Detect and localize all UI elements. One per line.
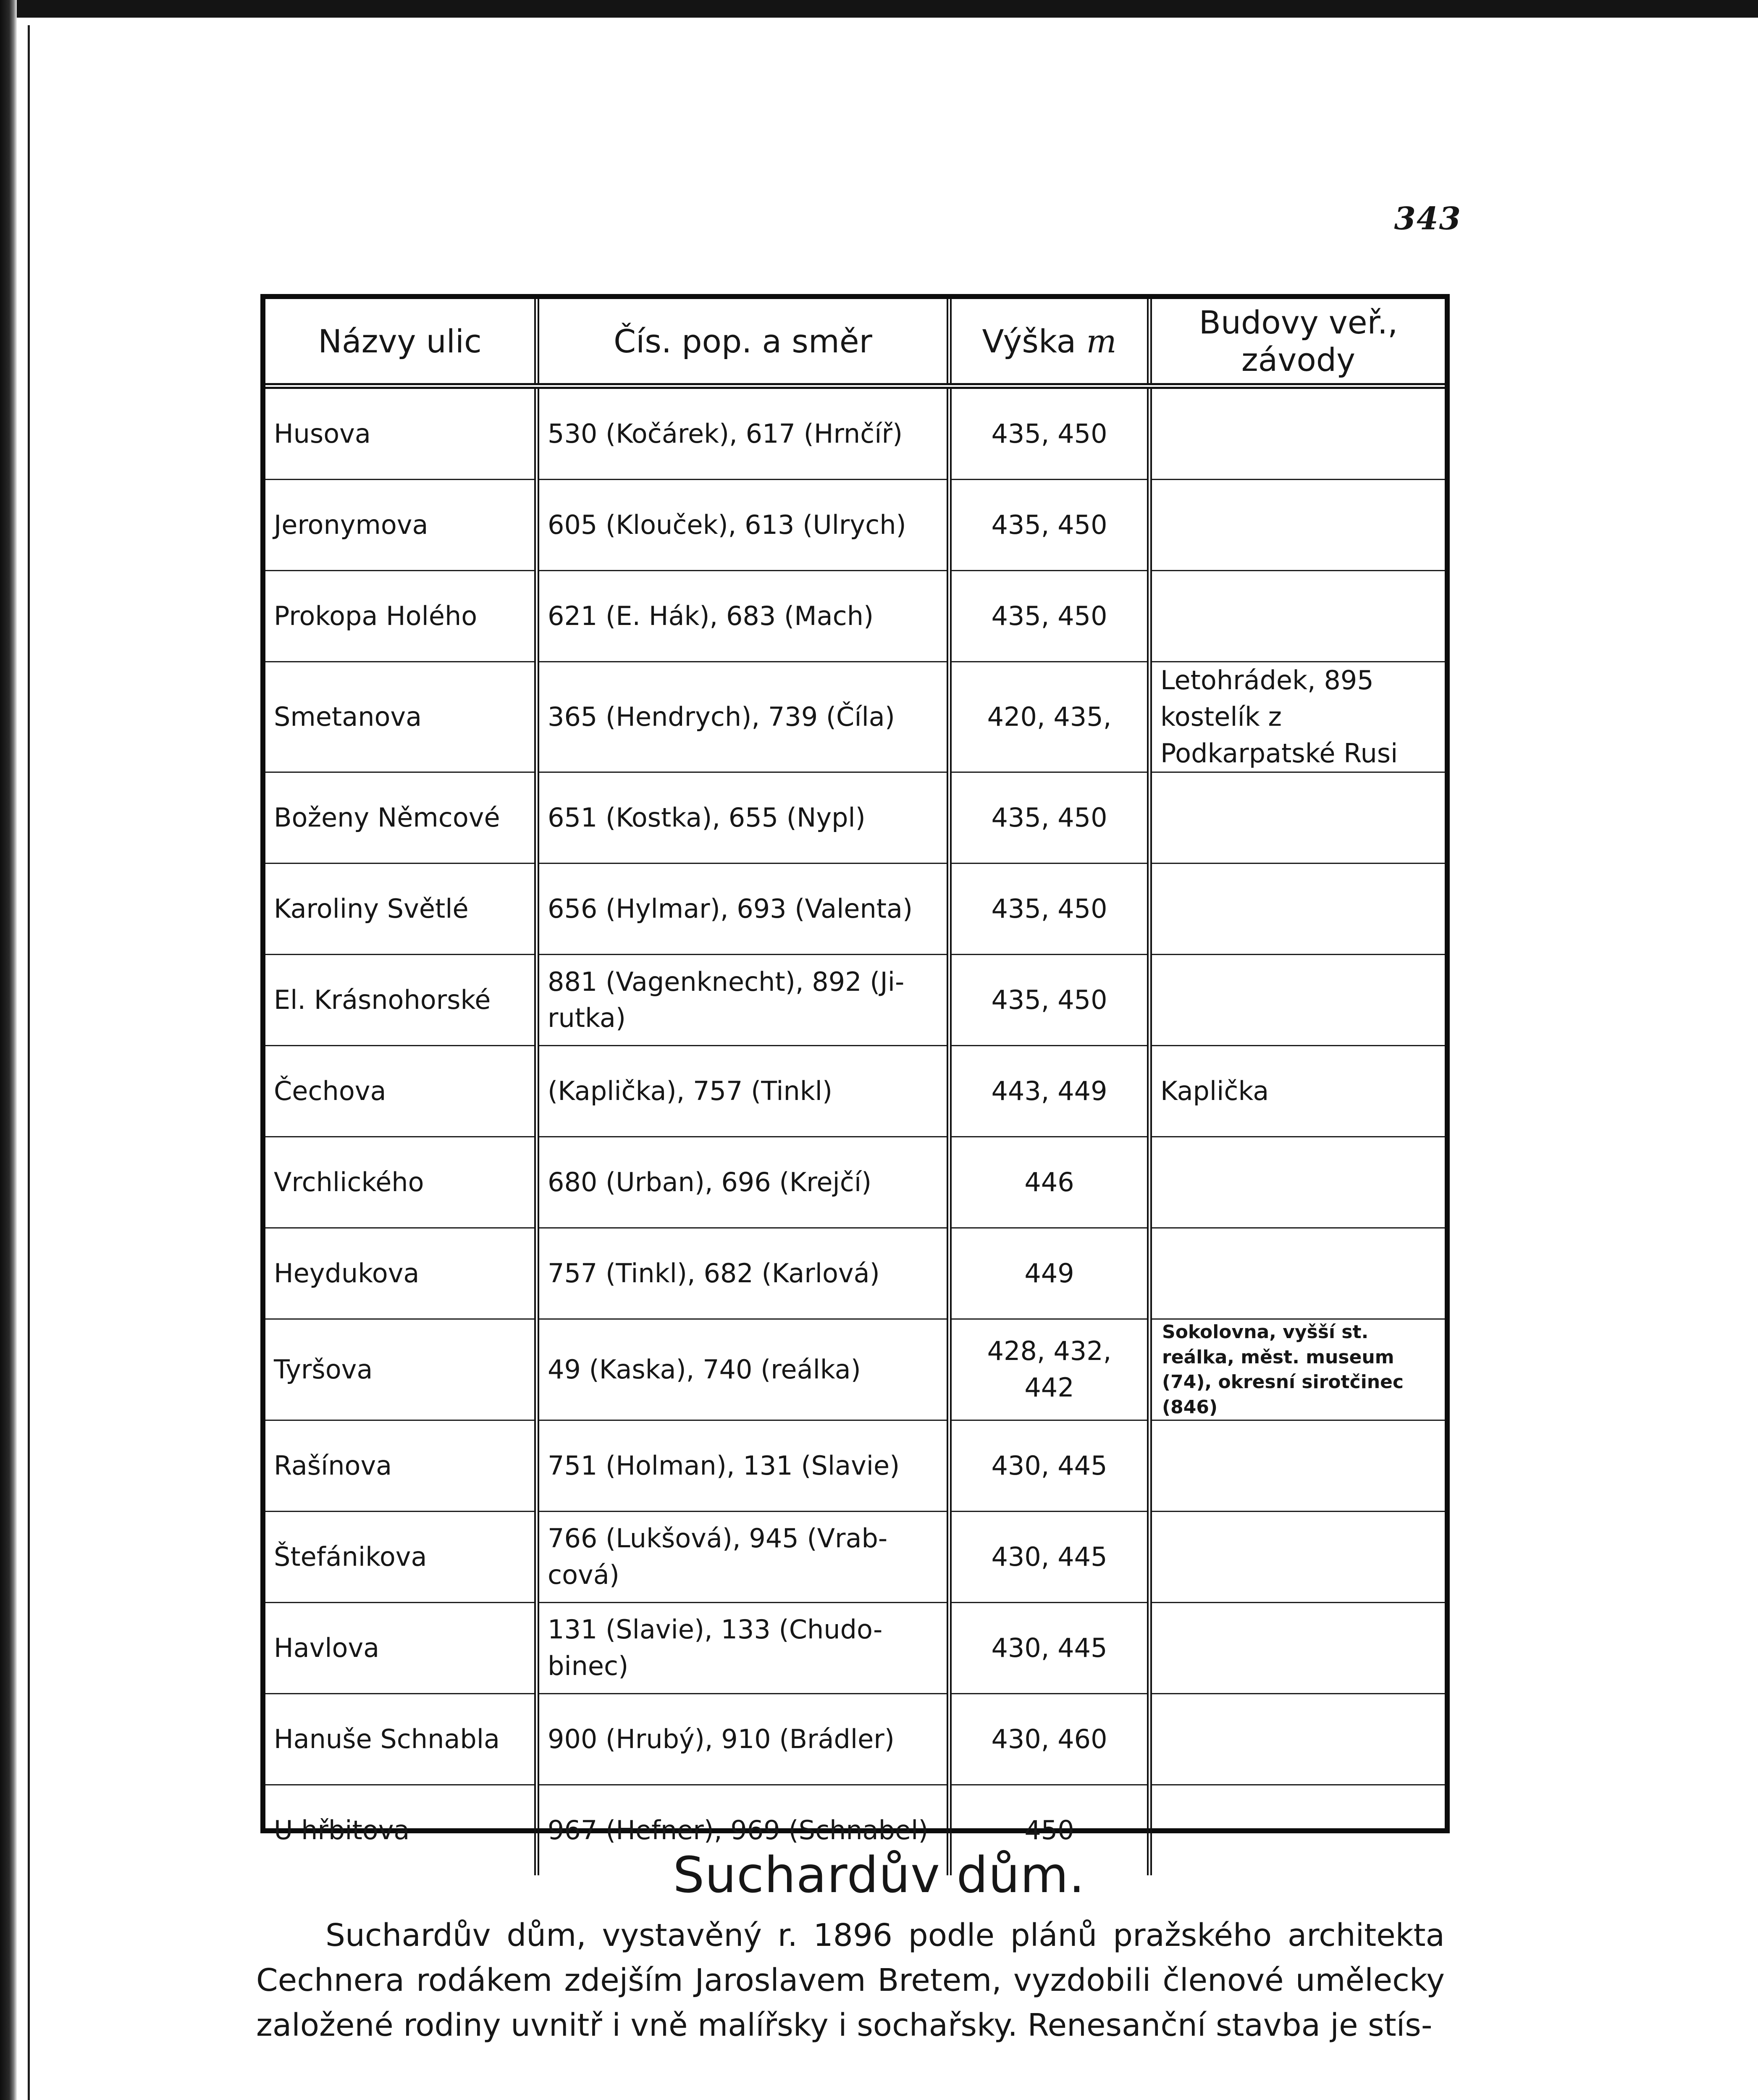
elevation: 450 — [949, 1785, 1149, 1875]
public-buildings — [1149, 772, 1445, 864]
elevation: 420, 435, — [949, 662, 1149, 772]
elevation: 430, 445 — [949, 1602, 1149, 1693]
elevation: 443, 449 — [949, 1046, 1149, 1137]
table-row — [265, 1511, 1445, 1602]
table-row — [265, 571, 1445, 662]
public-buildings — [1149, 864, 1445, 955]
elevation: 435, 450 — [949, 864, 1149, 955]
table-row — [265, 1693, 1445, 1785]
elevation: 435, 450 — [949, 480, 1149, 571]
house-numbers: 680 (Urban), 696 (Krejčí) — [537, 1137, 949, 1228]
public-buildings — [1149, 480, 1445, 571]
header-elevation — [949, 299, 1149, 386]
header-street-names: Názvy ulic — [265, 299, 537, 386]
street-name: Čechova — [265, 1046, 537, 1137]
street-name: Štefánikova — [265, 1511, 537, 1602]
public-buildings — [1149, 1693, 1445, 1785]
scan-top-edge — [0, 0, 1758, 18]
elevation: 435, 450 — [949, 386, 1149, 480]
street-name: Jeronymova — [265, 480, 537, 571]
body-paragraph: Suchardův dům, vystavěný r. 1896 podle plánů pražského architekta Cechnera rodákem zdejším Jaroslavem Bretem, vyzdobili členové umělecky založené rodiny uvnitř i vně malířsky i sochařsky. Renesanční stavba je stís- — [256, 1917, 1445, 2043]
public-buildings — [1149, 1602, 1445, 1693]
house-numbers: 656 (Hylmar), 693 (Valenta) — [537, 864, 949, 955]
binding-line — [28, 25, 30, 2100]
public-buildings: Letohrádek, 895 kostelík z Podkarpatské Rusi — [1149, 662, 1445, 772]
table-row — [265, 1228, 1445, 1319]
table-header-row — [265, 299, 1445, 386]
table-row — [265, 1319, 1445, 1420]
house-numbers: 757 (Tinkl), 682 (Karlová) — [537, 1228, 949, 1319]
street-name: Vrchlického — [265, 1137, 537, 1228]
public-buildings — [1149, 1228, 1445, 1319]
house-numbers: 621 (E. Hák), 683 (Mach) — [537, 571, 949, 662]
scan-left-edge — [0, 0, 17, 2100]
street-name: El. Krásnohorské — [265, 955, 537, 1046]
table-row — [265, 662, 1445, 772]
table-row — [265, 955, 1445, 1046]
elevation: 430, 445 — [949, 1511, 1149, 1602]
elevation: 428, 432, 442 — [949, 1319, 1149, 1420]
section-title: Suchardův dům. — [673, 1846, 1085, 1904]
street-table — [265, 299, 1445, 1875]
elevation: 435, 450 — [949, 955, 1149, 1046]
public-buildings — [1149, 955, 1445, 1046]
elevation: 430, 460 — [949, 1693, 1149, 1785]
table-row — [265, 772, 1445, 864]
elevation: 435, 450 — [949, 772, 1149, 864]
page-number: 343 — [1394, 201, 1462, 237]
house-numbers: 967 (Hefner), 969 (Schnabel) — [537, 1785, 949, 1875]
house-numbers: 131 (Slavie), 133 (Chudo-binec) — [537, 1602, 949, 1693]
house-numbers: 530 (Kočárek), 617 (Hrnčíř) — [537, 386, 949, 480]
public-buildings — [1149, 571, 1445, 662]
house-numbers: 49 (Kaska), 740 (reálka) — [537, 1319, 949, 1420]
header-public-buildings: Budovy veř., závody — [1149, 299, 1445, 386]
public-buildings: Kaplička — [1149, 1046, 1445, 1137]
table-row — [265, 1046, 1445, 1137]
street-name: Karoliny Světlé — [265, 864, 537, 955]
table-row — [265, 864, 1445, 955]
table-row — [265, 480, 1445, 571]
house-numbers: (Kaplička), 757 (Tinkl) — [537, 1046, 949, 1137]
header-elevation-unit: m — [1086, 322, 1117, 360]
public-buildings — [1149, 386, 1445, 480]
public-buildings: Sokolovna, vyšší st. reálka, měst. museum (74), okresní sirotčinec (846) — [1149, 1319, 1445, 1420]
elevation: 449 — [949, 1228, 1149, 1319]
house-numbers: 365 (Hendrych), 739 (Číla) — [537, 662, 949, 772]
street-table-frame — [260, 294, 1450, 1845]
table-row — [265, 1602, 1445, 1693]
house-numbers: 900 (Hrubý), 910 (Brádler) — [537, 1693, 949, 1785]
table-row — [265, 1137, 1445, 1228]
street-name: Heydukova — [265, 1228, 537, 1319]
public-buildings — [1149, 1420, 1445, 1511]
table-row — [265, 1420, 1445, 1511]
header-elevation-label: Výška — [982, 322, 1076, 360]
street-name: Boženy Němcové — [265, 772, 537, 864]
elevation: 435, 450 — [949, 571, 1149, 662]
header-house-numbers: Čís. pop. a směr — [537, 299, 949, 386]
public-buildings — [1149, 1137, 1445, 1228]
house-numbers: 751 (Holman), 131 (Slavie) — [537, 1420, 949, 1511]
elevation: 430, 445 — [949, 1420, 1149, 1511]
street-name: Smetanova — [265, 662, 537, 772]
house-numbers: 881 (Vagenknecht), 892 (Ji-rutka) — [537, 955, 949, 1046]
street-name: Husova — [265, 386, 537, 480]
house-numbers: 605 (Klouček), 613 (Ulrych) — [537, 480, 949, 571]
street-name: U hřbitova — [265, 1785, 537, 1875]
street-name: Hanuše Schnabla — [265, 1693, 537, 1785]
house-numbers: 651 (Kostka), 655 (Nypl) — [537, 772, 949, 864]
public-buildings — [1149, 1511, 1445, 1602]
street-name: Prokopa Holého — [265, 571, 537, 662]
street-name: Tyršova — [265, 1319, 537, 1420]
street-name: Havlova — [265, 1602, 537, 1693]
house-numbers: 766 (Lukšová), 945 (Vrab-cová) — [537, 1511, 949, 1602]
street-name: Rašínova — [265, 1420, 537, 1511]
elevation: 446 — [949, 1137, 1149, 1228]
table-row — [265, 386, 1445, 480]
